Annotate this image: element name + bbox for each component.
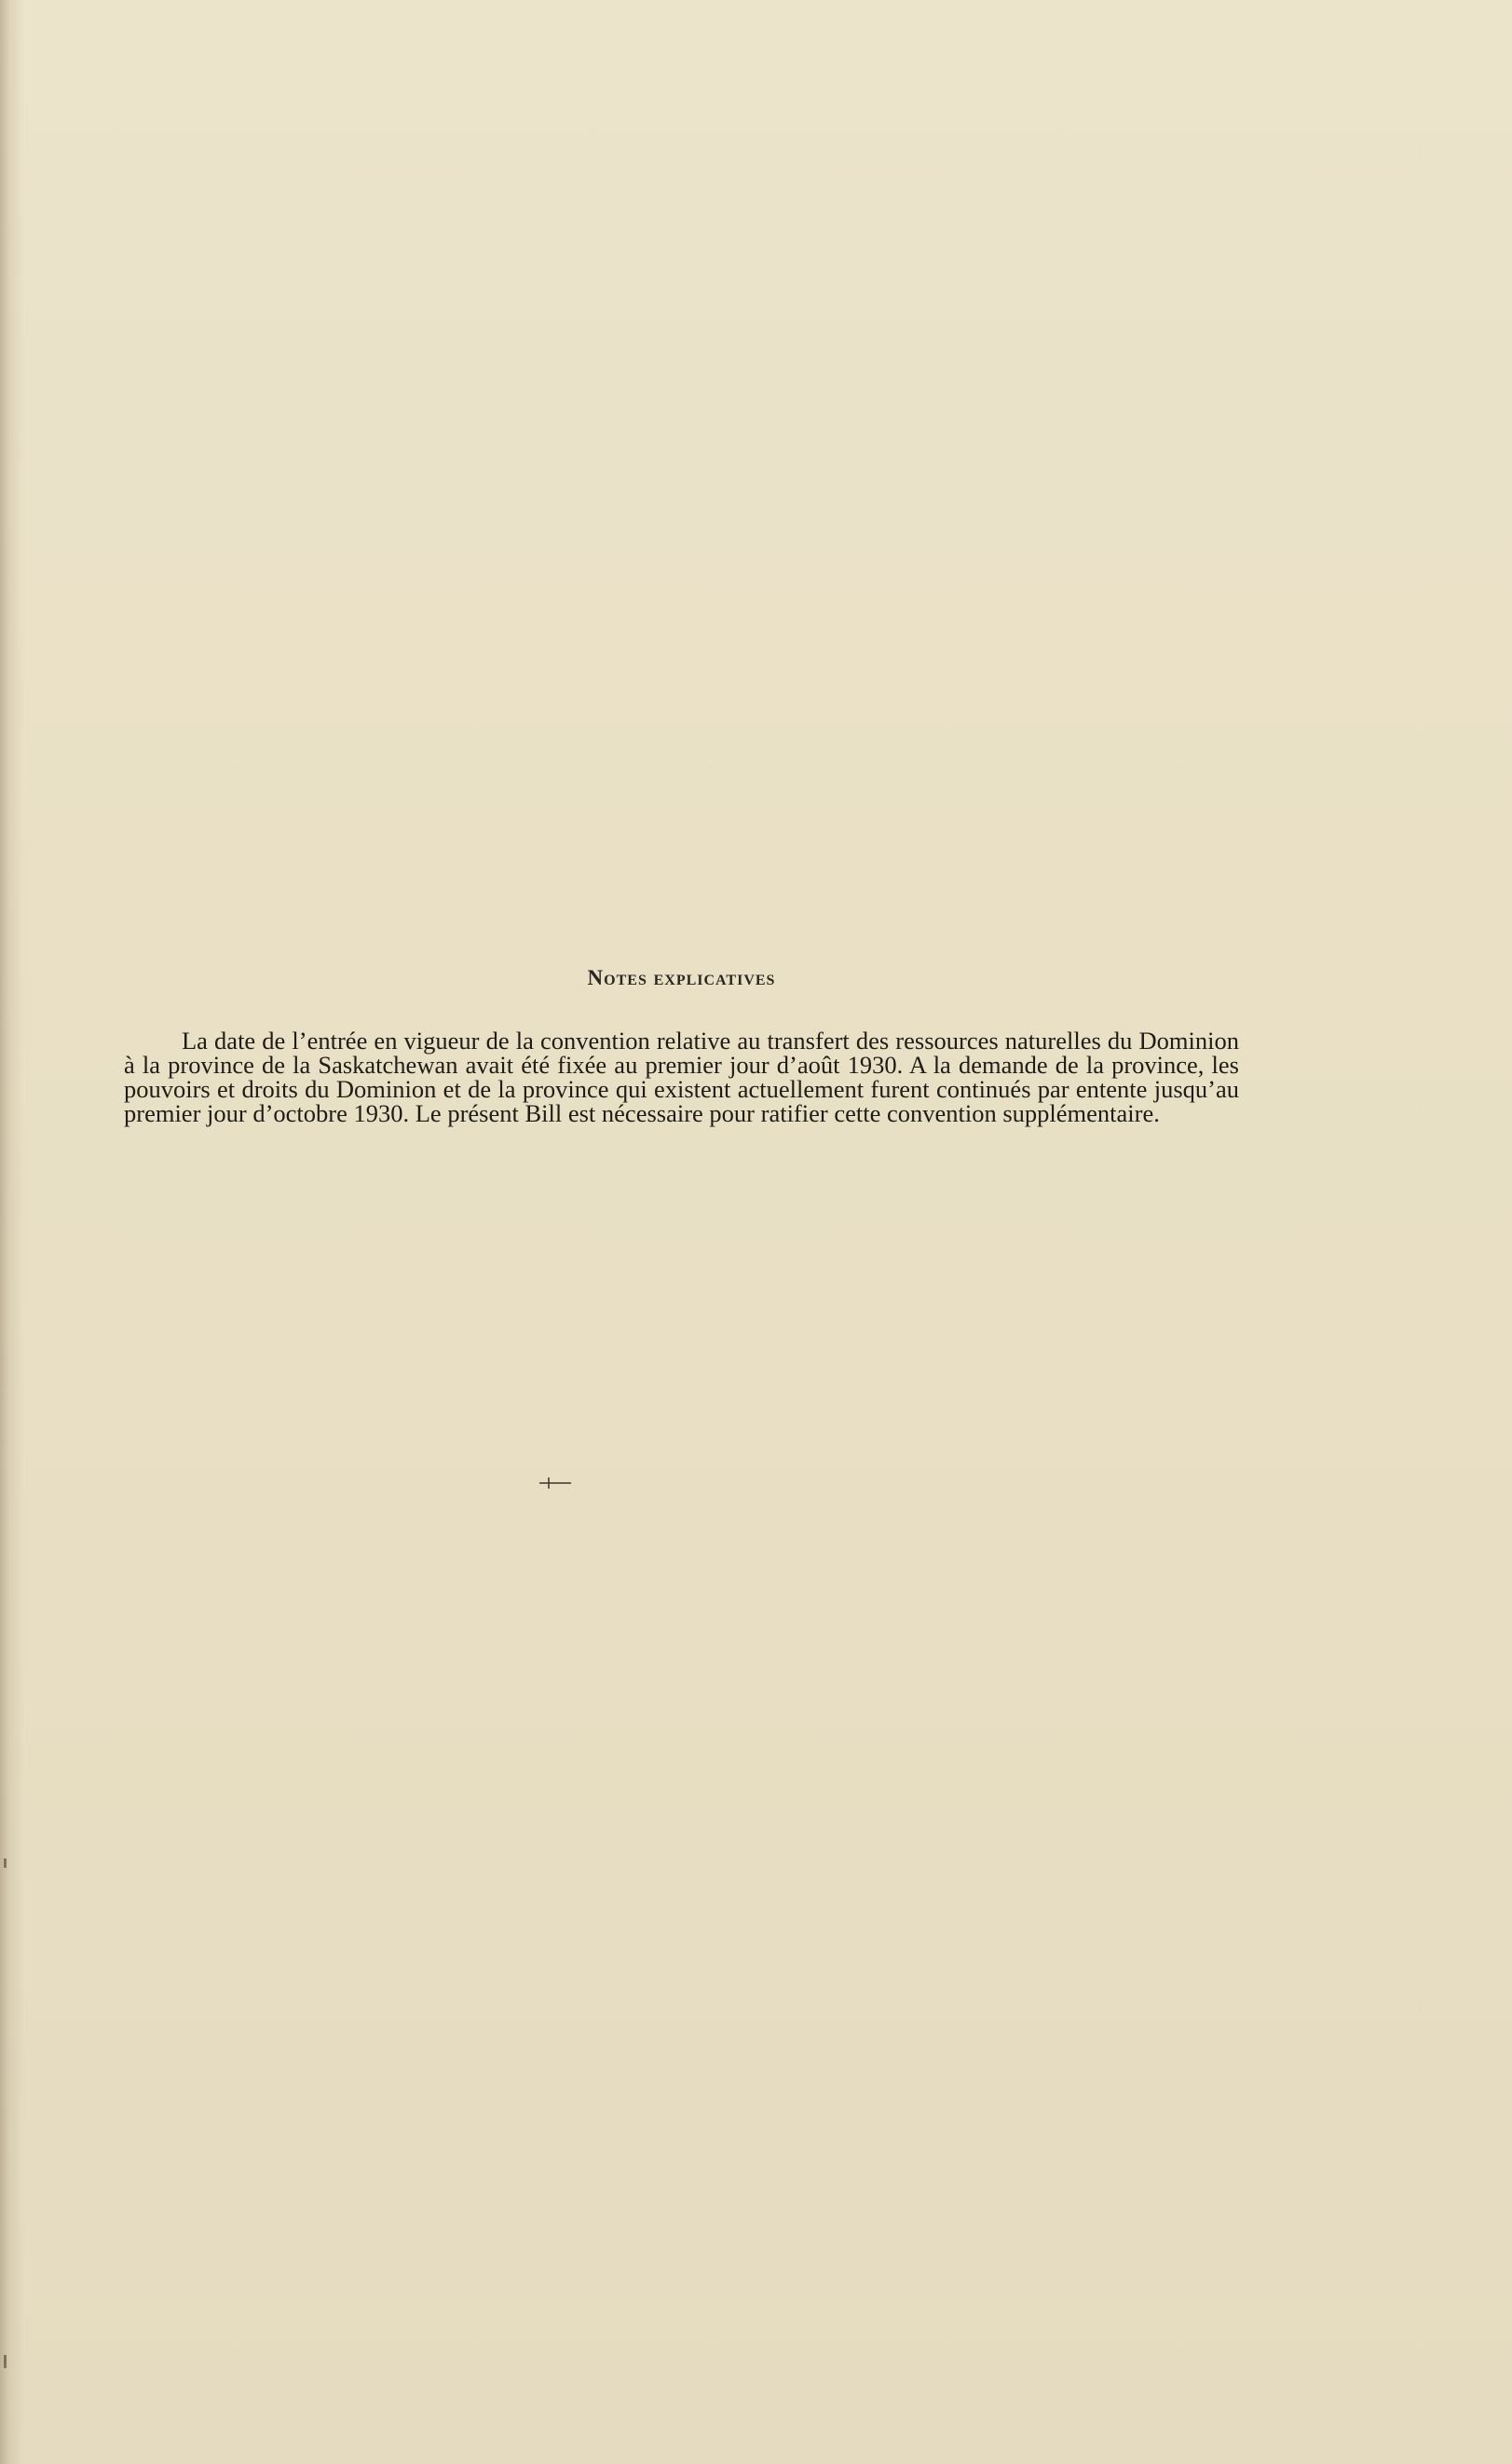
left-edge-mark	[4, 1858, 7, 1868]
left-edge-mark	[4, 2355, 7, 2368]
notes-paragraph: La date de l’entrée en vigueur de la convention relative au transfert des ressources naturelles du Dominion à la province de la Saskatchewan avait été fixée au premier jour d’août 1930. A la demande de la province, les pouvoirs et droits du Dominion et de la province qui existent actuellement furent continués par entente jusqu’au premier jour d’octobre 1930. Le présent Bill est nécessaire pour ratifier cette convention supplémentaire.	[124, 1027, 1239, 1127]
notes-heading: Notes explicatives	[587, 966, 776, 989]
print-mark	[538, 1474, 575, 1492]
explanatory-notes	[124, 967, 1239, 1125]
